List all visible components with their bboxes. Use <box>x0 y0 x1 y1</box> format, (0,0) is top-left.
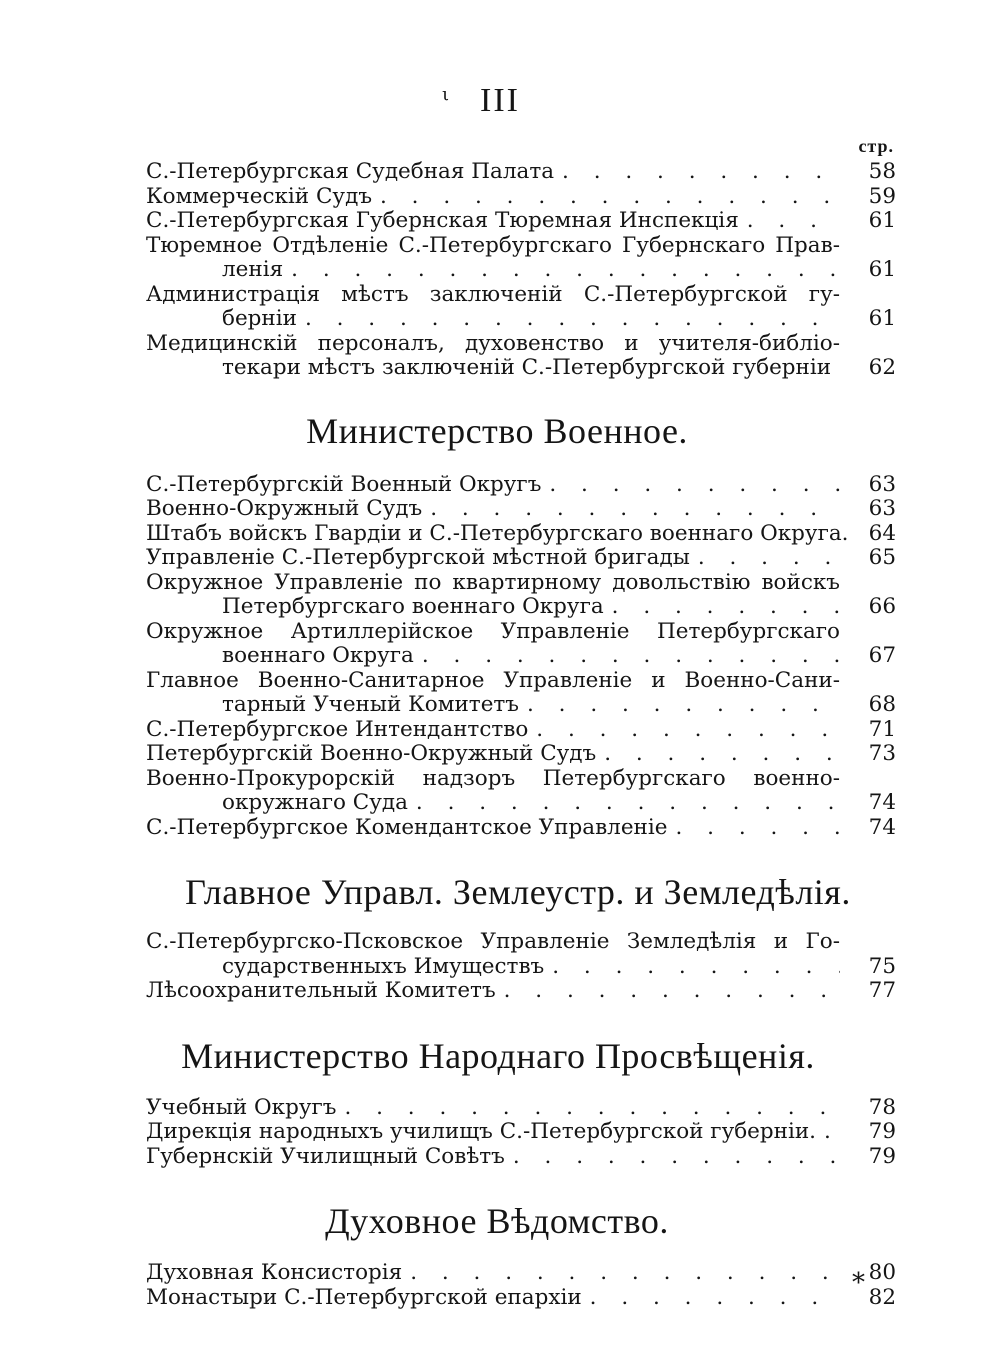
dot-leader <box>816 1120 840 1145</box>
page-reference: 75 <box>868 953 896 979</box>
page-column-label: стр. <box>858 136 894 156</box>
toc-entry-text <box>146 767 840 816</box>
toc-entry-text <box>146 209 840 234</box>
toc-entry-line: военнаго Округа <box>222 643 414 668</box>
page-reference: 71 <box>868 716 896 742</box>
toc-entry[interactable] <box>146 571 896 620</box>
page-reference: 68 <box>868 692 896 717</box>
toc-entry-line: Дирекція народныхъ училищъ С.-Петербургской губерніи. <box>146 1119 817 1144</box>
toc-entry[interactable] <box>146 546 896 571</box>
dot-leader <box>831 356 840 381</box>
page-reference: 65 <box>868 545 896 570</box>
toc-entry[interactable] <box>146 1261 896 1286</box>
toc-entry-text <box>146 1145 840 1170</box>
dot-leader <box>372 185 840 210</box>
dot-leader <box>582 1286 840 1311</box>
toc-entry[interactable] <box>146 620 896 669</box>
toc-entry-text <box>146 620 840 669</box>
dot-leader <box>336 1096 840 1121</box>
toc-entry[interactable] <box>146 816 896 841</box>
toc-entry-line: Губернскій Училищный Совѣтъ <box>146 1143 505 1169</box>
toc-entry[interactable] <box>146 1286 896 1311</box>
toc-entry-line: ленія <box>222 257 284 282</box>
toc-entry[interactable] <box>146 234 896 283</box>
toc-entry-text <box>146 742 840 767</box>
footer-asterisk: * <box>852 1268 865 1298</box>
toc-entry[interactable] <box>146 1145 896 1170</box>
dot-leader <box>408 791 840 816</box>
page-reference: 80 <box>868 1260 896 1285</box>
dot-leader <box>422 497 840 522</box>
dot-leader <box>528 718 840 743</box>
toc-entry-line: С.-Петербургская Губернская Тюремная Инспекція <box>146 208 739 233</box>
toc-entry[interactable] <box>146 160 896 185</box>
toc-entry-line: Лѣсоохранительный Комитетъ <box>146 978 496 1003</box>
page-reference: 61 <box>868 257 896 282</box>
dot-leader <box>604 595 840 620</box>
toc-entry[interactable] <box>146 283 896 332</box>
page-number: III <box>480 82 520 119</box>
toc-entry-line: Главное Военно-Санитарное Управленіе и Военно-Сани- <box>146 667 840 693</box>
toc-entry-line: Медицинскій персоналъ, духовенство и учителя-библіо- <box>146 330 840 356</box>
toc-entry[interactable] <box>146 185 896 210</box>
toc-entry-line: Монастыри С.-Петербургской епархіи <box>146 1284 582 1310</box>
page-reference: 79 <box>868 1119 896 1144</box>
toc-entry[interactable] <box>146 767 896 816</box>
toc-entry[interactable] <box>146 332 896 381</box>
toc-entry-line: Военно-Окружный Судъ <box>146 496 423 521</box>
dot-leader <box>496 979 840 1004</box>
toc-entry-line: окружнаго Суда <box>222 790 408 815</box>
toc-entry-line: Учебный Округъ <box>146 1094 337 1120</box>
table-of-contents <box>146 160 896 1310</box>
toc-entry[interactable] <box>146 718 896 743</box>
page-reference: 78 <box>868 1094 896 1120</box>
page-reference: 67 <box>868 643 896 668</box>
toc-entry-line: С.-Петербургское Интендантство <box>146 716 529 742</box>
page-reference: 79 <box>868 1143 896 1169</box>
toc-entry-text <box>146 1096 840 1121</box>
toc-entry-text <box>146 930 840 979</box>
toc-entry-line: С.-Петербургская Судебная Палата <box>146 159 555 184</box>
toc-entry-text <box>146 234 840 283</box>
dot-leader <box>690 546 840 571</box>
toc-entry-text <box>146 669 840 718</box>
toc-entry-text <box>146 1286 840 1311</box>
section-heading: Главное Управл. Землеустр. и Земледѣлія. <box>185 872 851 912</box>
toc-entry-line: Петербургскій Военно-Окружный Судъ <box>146 741 597 766</box>
toc-entry[interactable] <box>146 522 896 547</box>
section-heading: Духовное Вѣдомство. <box>325 1201 669 1241</box>
page-reference: 63 <box>868 471 896 497</box>
dot-leader <box>668 816 841 841</box>
dot-leader <box>505 1145 840 1170</box>
toc-entry-text <box>146 473 840 498</box>
toc-entry[interactable] <box>146 1096 896 1121</box>
toc-entry-text <box>146 520 849 547</box>
toc-entry-line: Администрація мѣстъ заключеній С.-Петербургской гу- <box>146 281 840 307</box>
toc-entry-text <box>146 816 840 841</box>
toc-entry[interactable] <box>146 669 896 718</box>
dot-leader <box>402 1261 840 1286</box>
toc-entry-text <box>146 1120 840 1145</box>
toc-entry-line: берніи <box>222 306 297 331</box>
toc-entry[interactable] <box>146 930 896 979</box>
toc-entry-text <box>146 979 840 1004</box>
toc-entry-line: Военно-Прокурорскій надзоръ Петербургскаго военно- <box>146 765 840 791</box>
dot-leader <box>544 955 840 980</box>
page-reference: 73 <box>868 741 896 766</box>
section-heading: Министерство Народнаго Просвѣщенія. <box>181 1035 815 1076</box>
page-reference: 77 <box>868 978 896 1003</box>
toc-entry-text <box>146 497 840 522</box>
page-reference: 59 <box>868 183 896 209</box>
page-reference: 58 <box>868 159 896 184</box>
dot-leader <box>596 742 840 767</box>
toc-entry-line: Тюремное Отдѣленіе С.-Петербургскаго Губернскаго Прав- <box>146 232 840 258</box>
toc-entry-line: сударственныхъ Имуществъ <box>222 953 545 979</box>
toc-entry-text <box>146 718 840 743</box>
toc-entry-text <box>146 571 840 620</box>
page-reference: 74 <box>868 814 896 840</box>
page-reference: 61 <box>868 306 896 331</box>
toc-entry-line: Петербургскаго военнаго Округа <box>222 594 604 619</box>
page-reference: 63 <box>868 496 896 521</box>
toc-entry-line: Управленіе С.-Петербургской мѣстной бригады <box>146 545 690 570</box>
toc-entry-line: тарный Ученый Комитетъ <box>222 692 519 717</box>
dot-leader <box>541 473 840 498</box>
toc-entry-line: Штабъ войскъ Гвардіи и С.-Петербургскаго военнаго Округа. <box>146 520 849 546</box>
toc-entry-text <box>146 160 840 185</box>
toc-entry[interactable] <box>146 497 896 522</box>
page-reference: 82 <box>868 1284 896 1310</box>
toc-entry[interactable] <box>146 742 896 767</box>
dot-leader <box>283 258 840 283</box>
page-reference: 62 <box>868 355 896 380</box>
section-heading: Министерство Военное. <box>306 410 688 451</box>
toc-entry-line: Окружное Артиллерійское Управленіе Петербургскаго <box>146 618 840 644</box>
toc-entry-line: Коммерческій Судъ <box>146 183 372 209</box>
dot-leader <box>554 160 840 185</box>
dot-leader <box>414 644 840 669</box>
toc-entry-line: Окружное Управленіе по квартирному довольствію войскъ <box>146 569 840 595</box>
dot-leader <box>297 307 840 332</box>
page-reference: 61 <box>868 208 896 233</box>
toc-entry[interactable] <box>146 473 896 498</box>
toc-entry-text <box>146 283 840 332</box>
toc-entry-line: С.-Петербургское Комендантское Управленіе <box>146 814 668 840</box>
stray-mark: ι <box>442 84 450 105</box>
dot-leader <box>519 693 840 718</box>
dot-leader <box>739 209 840 234</box>
toc-entry-text <box>146 546 840 571</box>
toc-entry-line: С.-Петербургскій Военный Округъ <box>146 471 542 497</box>
toc-entry[interactable] <box>146 1120 896 1145</box>
page-reference: 74 <box>868 790 896 815</box>
toc-entry[interactable] <box>146 979 896 1004</box>
toc-entry-text <box>146 1261 840 1286</box>
toc-entry-line: Духовная Консисторія <box>146 1260 403 1285</box>
toc-entry-line: текари мѣстъ заключеній С.-Петербургской губерніи <box>222 355 832 380</box>
toc-entry-line: С.-Петербургско-Псковское Управленіе Земледѣлія и Го- <box>146 929 840 954</box>
page-reference: 66 <box>868 594 896 619</box>
page-reference: 64 <box>868 520 896 546</box>
toc-entry-text <box>146 332 840 381</box>
toc-entry[interactable] <box>146 209 896 234</box>
toc-entry-text <box>146 185 840 210</box>
